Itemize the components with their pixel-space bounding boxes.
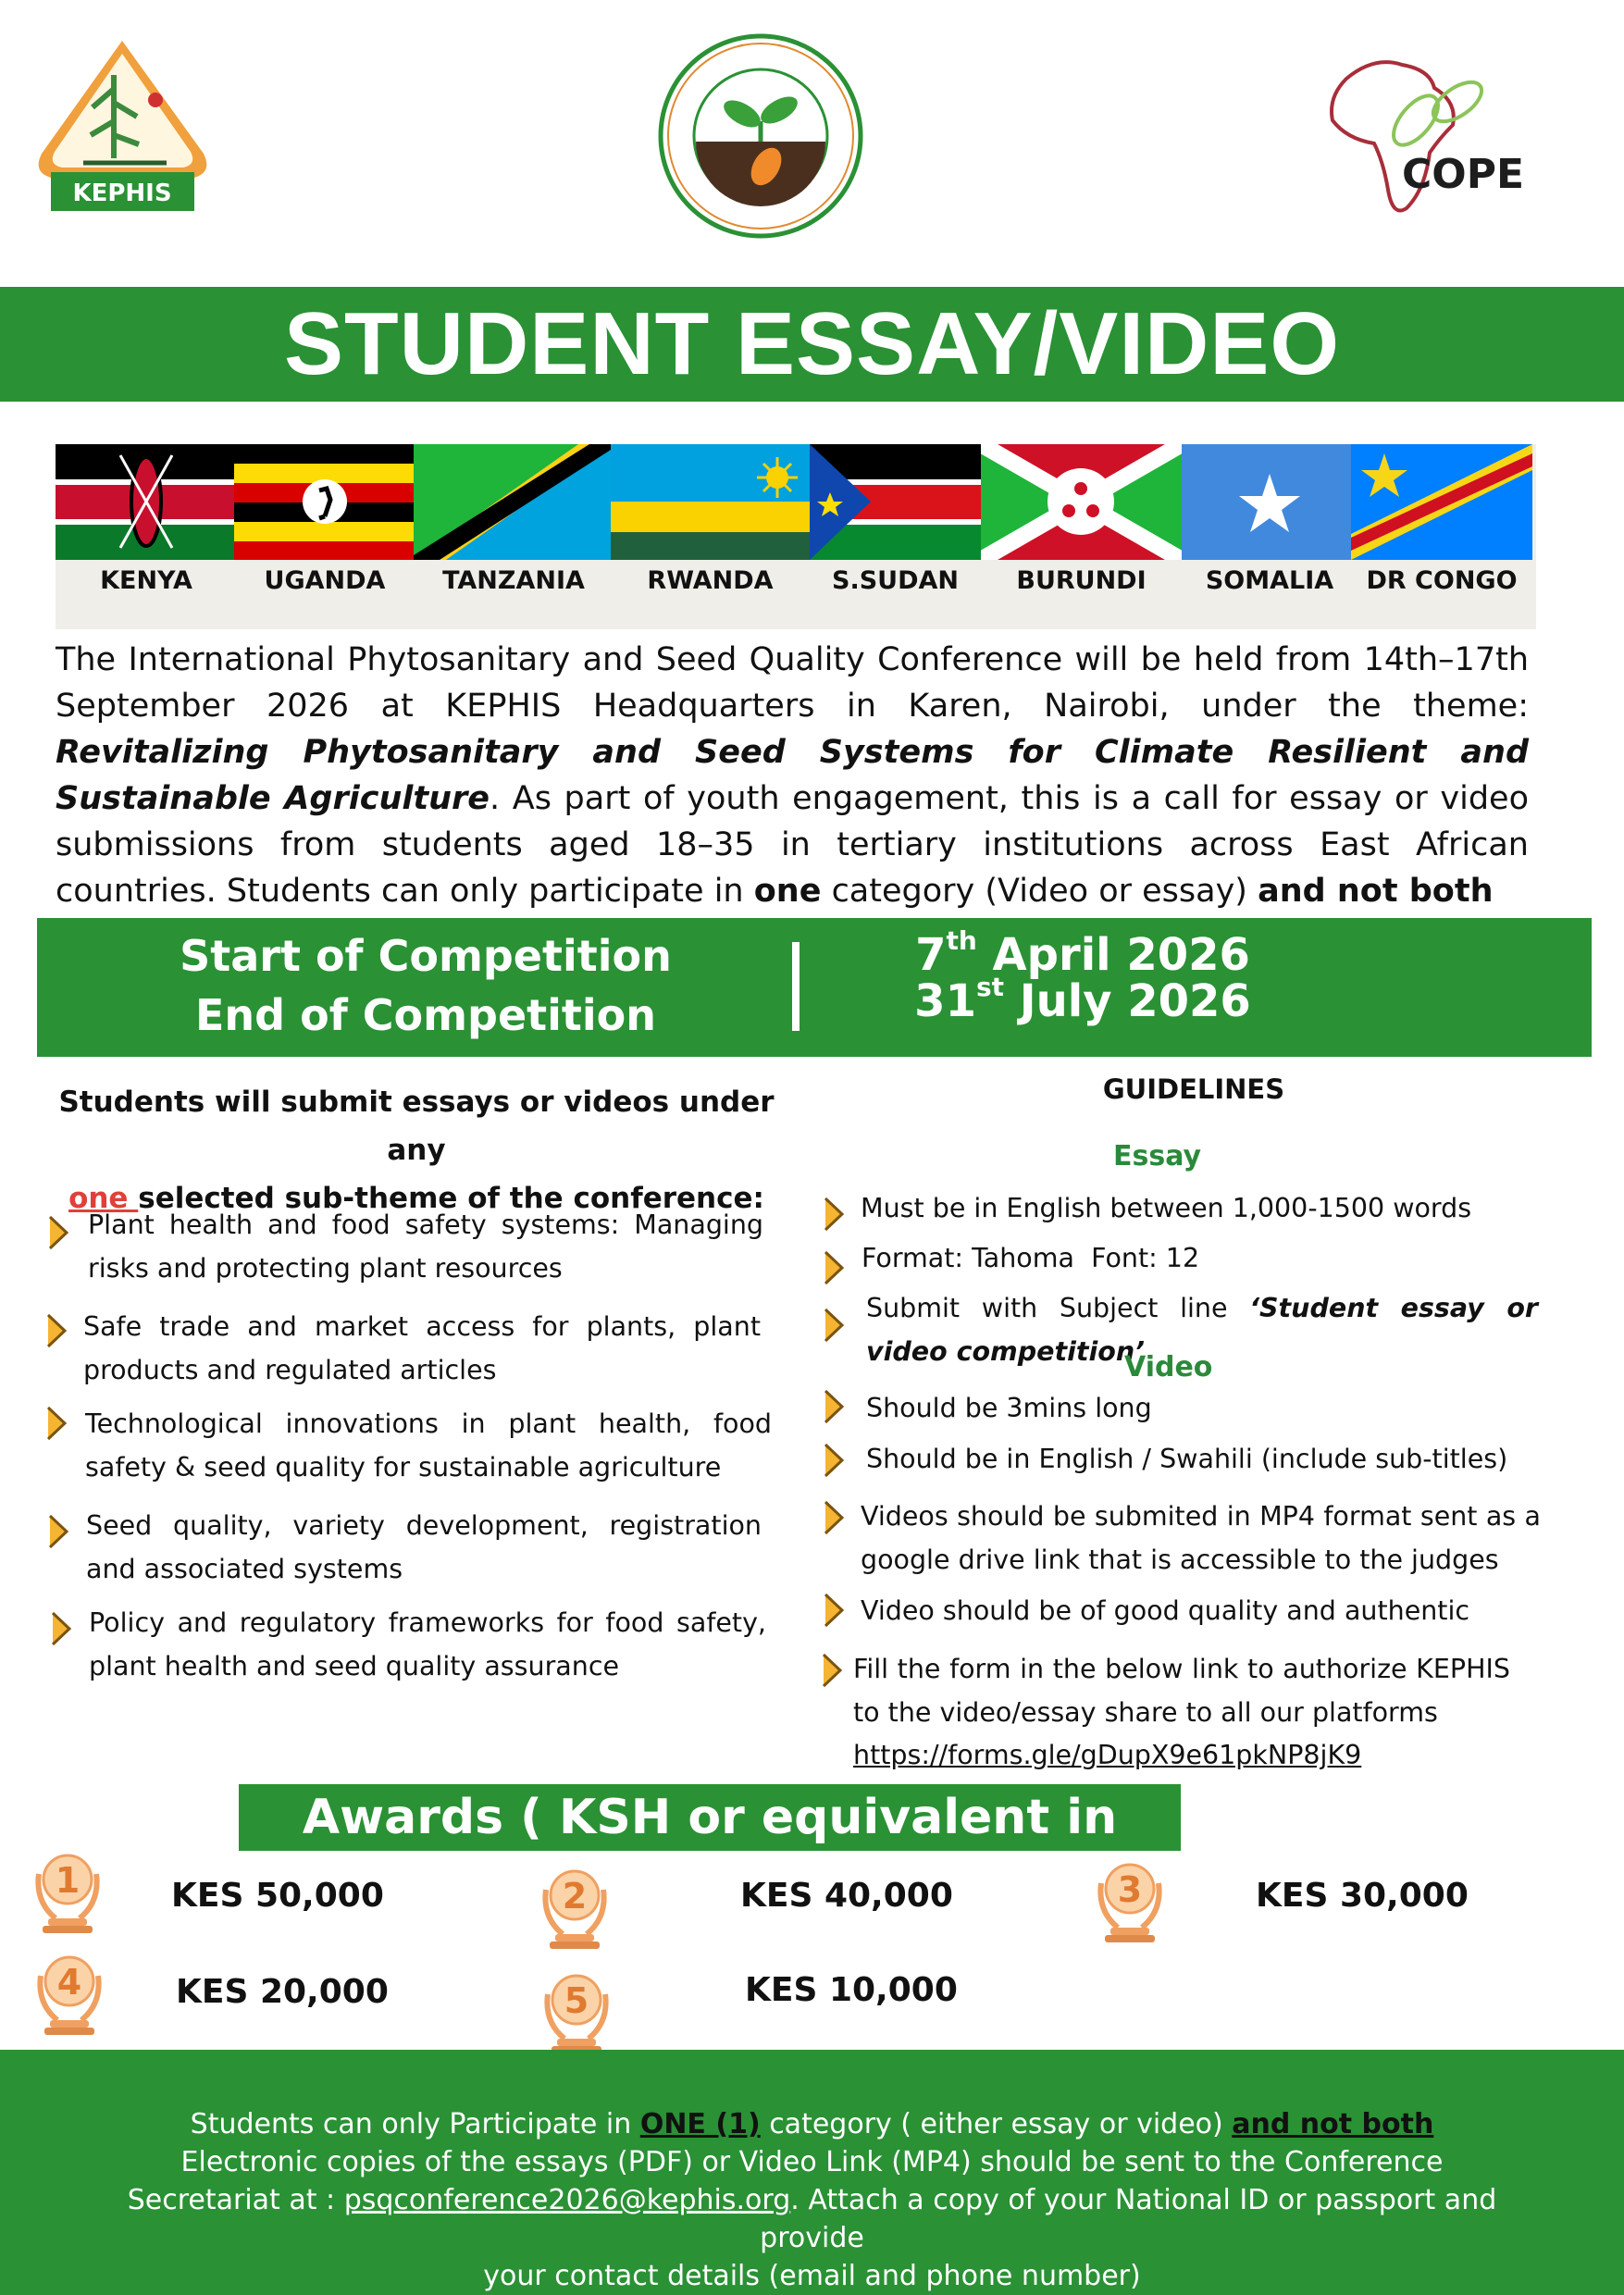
intro-not-both: and not both (1258, 873, 1494, 910)
award-amount-4: KES 20,000 (176, 1973, 389, 2011)
flags-panel (56, 444, 1536, 629)
flag-label-burundi: BURUNDI (1016, 566, 1147, 595)
intro-paragraph (56, 637, 1529, 914)
chevron-right-icon (46, 1214, 70, 1251)
awards-title: Awards ( KSH or equivalent in USD) (302, 1790, 1118, 1912)
cope-logo (1319, 51, 1559, 227)
video-rule: Video should be of good quality and authentic (861, 1595, 1470, 1626)
chevron-right-icon (44, 1312, 68, 1349)
award-amount-3: KES 30,000 (1256, 1877, 1469, 1915)
flag-kenya (56, 444, 237, 560)
subtheme-item: Technological innovations in plant health, food safety & seed quality for sustainable agriculture (85, 1408, 772, 1482)
chevron-right-icon (44, 1405, 68, 1442)
guidelines-heading: GUIDELINES (1102, 1073, 1285, 1105)
end-label: End of Competition (194, 990, 657, 1040)
essay-heading: Essay (1113, 1140, 1202, 1172)
chevron-right-icon (49, 1610, 73, 1647)
medal-1-icon (28, 1846, 107, 1935)
flag-label-somalia: SOMALIA (1205, 566, 1334, 595)
chevron-right-icon (822, 1307, 846, 1344)
medal-rank-label: 2 (562, 1876, 588, 1917)
chevron-right-icon (822, 1499, 846, 1536)
start-month-year: April 2026 (976, 929, 1250, 981)
secretariat-email-link[interactable]: psqconference2026@kephis.org (343, 2184, 791, 2216)
flag-dr-congo (1351, 444, 1532, 560)
chevron-right-icon (822, 1592, 846, 1629)
chevron-right-icon (822, 1196, 846, 1233)
kephis-logo (28, 33, 217, 218)
chevron-right-icon (822, 1388, 846, 1425)
intro-text-1: The International Phytosanitary and Seed Quality Conference will be held from 14th–17th September 2026 at KEPHIS Headquarters in Karen, Nairobi, under the theme: (56, 641, 1529, 725)
flag-label-rwanda: RWANDA (647, 566, 774, 595)
footer-line-2: Electronic copies of the essays (PDF) or Video Link (MP4) should be sent to the Conference (180, 2146, 1444, 2178)
medal-5-icon (537, 1966, 616, 2055)
start-day: 7 (915, 929, 947, 981)
subtheme-item: Safe trade and market access for plants, plant products and regulated articles (83, 1311, 761, 1385)
flag-label-tanzania: TANZANIA (442, 566, 585, 595)
start-suffix: th (946, 925, 977, 956)
flag-label-dr-congo: DR CONGO (1366, 566, 1518, 595)
footer-one: ONE (1) (639, 2108, 761, 2140)
video-rule: Videos should be submited in MP4 format sent as a google drive link that is accessible to the judges (861, 1501, 1541, 1575)
chevron-right-icon (820, 1652, 844, 1689)
end-day: 31 (914, 975, 976, 1027)
award-amount-5: KES 10,000 (745, 1971, 958, 2009)
essay-language-rule: Must be in English between 1,000-1500 words (861, 1193, 1472, 1223)
footer-line-4: your contact details (email and phone number) (483, 2260, 1141, 2292)
footer-line-3: Secretariat at : psqconference2026@kephis.org. Attach a copy of your National ID or passport and provide (127, 2184, 1497, 2254)
video-heading: Video (1124, 1351, 1213, 1383)
title-banner (0, 287, 1624, 402)
medal-4-icon (30, 1948, 109, 2037)
flag-rwanda (611, 444, 810, 560)
medal-rank-label: 4 (56, 1962, 82, 2003)
footer-banner (0, 2050, 1624, 2295)
footer-line-1: Students can only Participate in ONE (1) category ( either essay or video) and not both (190, 2108, 1434, 2140)
start-label: Start of Competition (180, 931, 672, 981)
authorization-form-text: Fill the form in the below link to authorize KEPHIS to the video/essay share to all our platforms (853, 1654, 1510, 1728)
flag-uganda (234, 444, 415, 560)
award-amount-1: KES 50,000 (171, 1877, 384, 1915)
flag-label-kenya: KENYA (100, 566, 192, 595)
essay-format-rule: Format: Tahoma Font: 12 (862, 1243, 1200, 1273)
medal-3-icon (1090, 1855, 1170, 1944)
flag-label-uganda: UGANDA (264, 566, 386, 595)
subtheme-heading (56, 1078, 777, 1222)
subtheme-item: Policy and regulatory frameworks for food safety, plant health and seed quality assurance (89, 1607, 766, 1681)
medal-rank-label: 5 (564, 1980, 589, 2021)
footer-not-both: and not both (1232, 2108, 1434, 2140)
end-date (805, 972, 1360, 1027)
essay-subject-line: ‘Student essay or video competition’ (866, 1293, 1538, 1367)
flag-burundi (981, 444, 1182, 560)
award-amount-2: KES 40,000 (740, 1877, 953, 1915)
subtheme-item: Plant health and food safety systems: Managing risks and protecting plant resources (88, 1210, 763, 1284)
page-title: STUDENT ESSAY/VIDEO (283, 294, 1341, 393)
flag-south-sudan (810, 444, 981, 560)
authorization-form-link[interactable] (853, 1733, 1510, 1777)
video-rule: Should be in English / Swahili (include sub-titles) (866, 1444, 1508, 1474)
flag-label-south-sudan: S.SUDAN (832, 566, 959, 595)
flag-tanzania (414, 444, 611, 560)
chevron-right-icon (822, 1249, 846, 1286)
medal-rank-label: 1 (55, 1860, 81, 1901)
intro-text-2: . As part of youth engagement, this is a call for essay or video submissions from students aged 18–35 in tertiary institutions across East African countries. Students can only participate in (56, 780, 1529, 910)
intro-one: one (753, 873, 822, 910)
conference-logo (657, 32, 865, 241)
conference-theme: Revitalizing Phytosanitary and Seed Systems for Climate Resilient and Sustainable Agriculture (56, 734, 1529, 817)
chevron-right-icon (46, 1513, 70, 1550)
kephis-logo-text: KEPHIS (72, 180, 172, 207)
footer-text (93, 2105, 1531, 2295)
subtheme-heading-line2: selected sub-theme of the conference: (138, 1182, 764, 1215)
dates-divider (792, 942, 800, 1031)
subtheme-item: Seed quality, variety development, registration and associated systems (86, 1510, 762, 1584)
start-date (805, 925, 1360, 981)
subtheme-heading-line1: Students will submit essays or videos under any (58, 1085, 775, 1167)
chevron-right-icon (822, 1442, 846, 1479)
end-month-year: July 2026 (1004, 975, 1251, 1027)
video-rule: Should be 3mins long (866, 1393, 1152, 1423)
medal-rank-label: 3 (1117, 1869, 1143, 1910)
dates-banner (37, 918, 1592, 1057)
end-suffix: st (975, 972, 1005, 1002)
subtheme-heading-one: one (68, 1182, 139, 1215)
cope-logo-text: COPE (1402, 151, 1524, 198)
form-link[interactable]: https://forms.gle/gDupX9e61pkNP8jK9 (853, 1740, 1362, 1770)
medal-2-icon (535, 1862, 614, 1951)
essay-subject-prefix: Submit with Subject line (866, 1293, 1250, 1323)
flag-somalia (1182, 444, 1357, 560)
intro-text-3: category (Video or essay) (821, 873, 1258, 910)
